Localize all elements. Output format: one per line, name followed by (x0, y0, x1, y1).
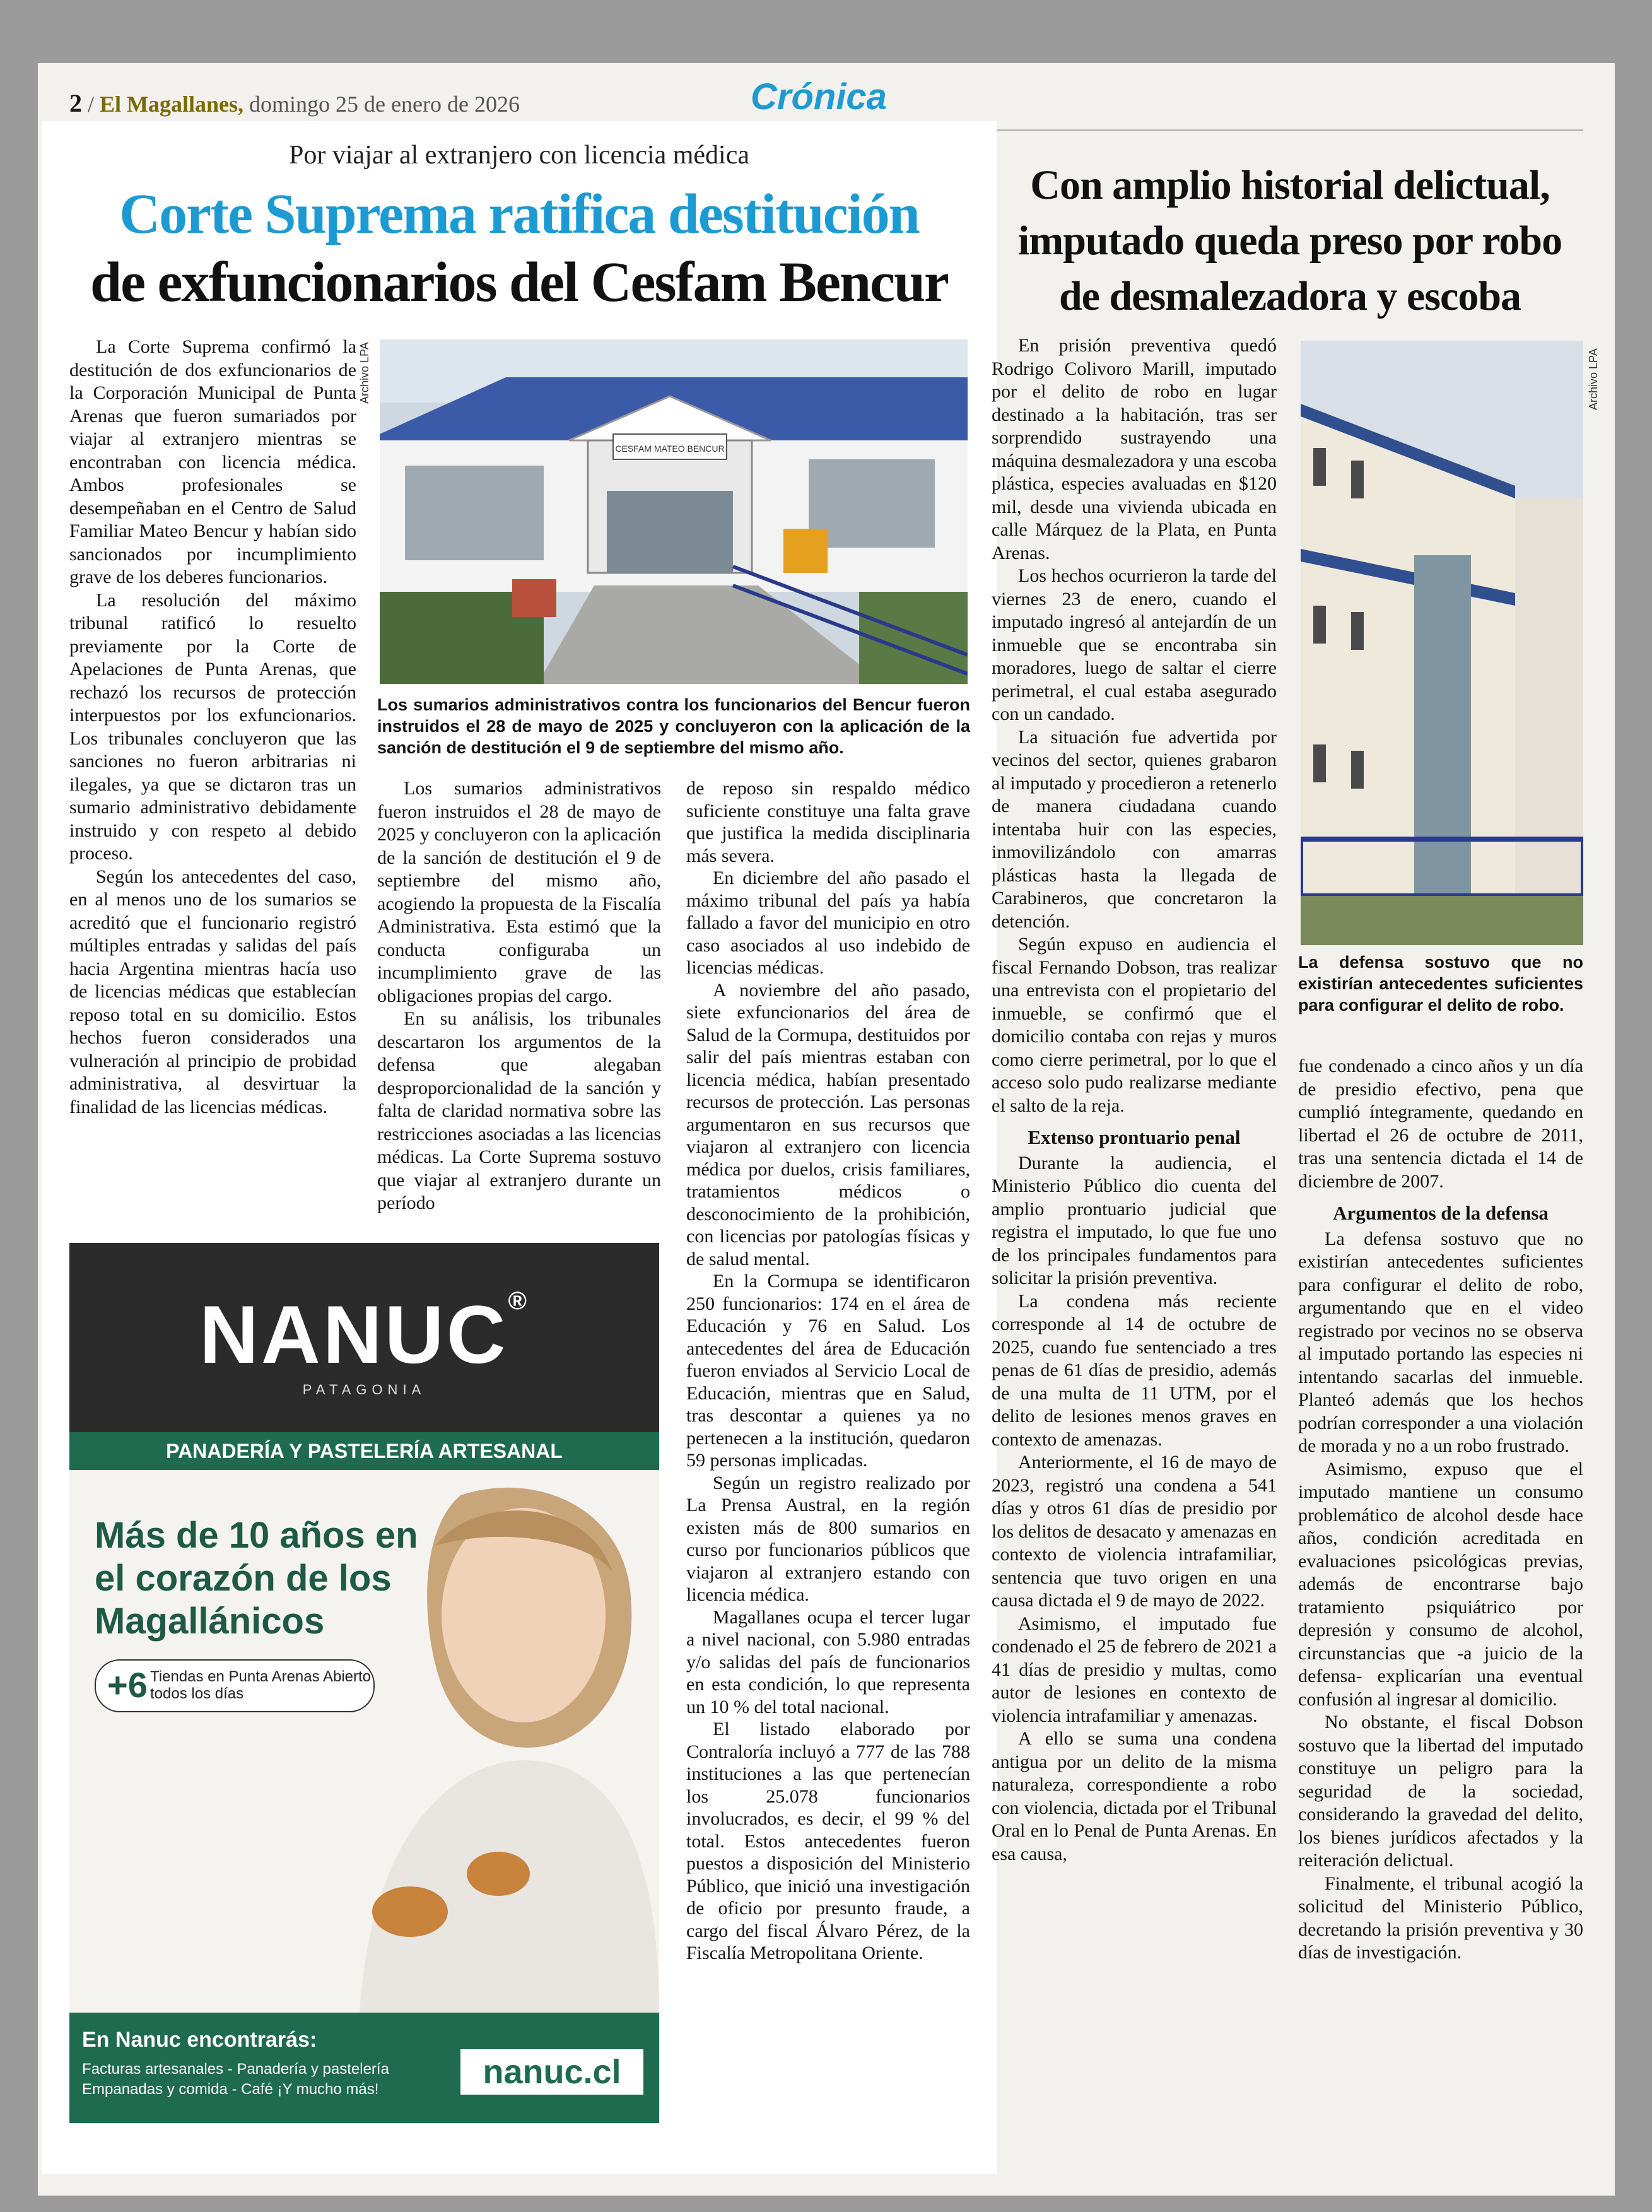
ad-stores-pill (95, 1659, 375, 1712)
paragraph: Según un registro realizado por La Prensa Austral, en la región existen más de 800 sumarios en curso por funcionarios públicos que viajaron al extranjero estando con licencia médica. (686, 1472, 970, 1605)
article1-column3 (686, 777, 970, 1965)
page-header (69, 88, 520, 118)
article1-column1 (69, 336, 356, 1119)
header-separator: / (88, 91, 95, 117)
paragraph: En la Cormupa se identificaron 250 funcionarios: 174 en el área de Educación y 76 en Salud. Los antecedentes del área de Educación fueron enviados al Servicio Local de Educación, mientras que en Salud, tras descontar a quienes ya no pertenecen a la institución, quedaron 59 personas implicadas. (686, 1271, 970, 1471)
ad-brand-logo (69, 1287, 659, 1382)
paragraph: A ello se suma una condena antigua por un delito de la misma naturaleza, correspondiente a robo con violencia, dictada por el Tribunal Oral en lo Penal de Punta Arenas. En esa causa, (992, 1728, 1277, 1864)
article2-photo-caption: La defensa sostuvo que no existirían antecedentes suficientes para configurar el delito de robo. (1298, 953, 1583, 1015)
paragraph: La resolución del máximo tribunal ratificó lo resuelto previamente por la Corte de Apelaciones de Punta Arenas, que rechazó los recursos de protección interpuestos por los exfuncionarios. Los tribunales concluyeron que las sanciones no fueron arbitrarias ni ilegales, ya que se dictaron tras un sumario administrativo debidamente instruido y con respeto al debido proceso. (69, 589, 356, 864)
cesfam-building-photo (380, 339, 968, 684)
paragraph: Durante la audiencia, el Ministerio Público dio cuenta del amplio prontuario judicial que registra el imputado, lo que fue uno de los principales fundamentos para solicitar la prisión preventiva. (992, 1152, 1277, 1288)
paragraph: En prisión preventiva quedó Rodrigo Colivoro Marill, imputado por el delito de robo en lugar destinado a la habitación, tras ser sorprendido sustrayendo una máquina desmalezadora y una escoba plástica, especies avaluadas en $120 mil, desde una vivienda ubicada en calle Márquez de la Plata, en Punta Arenas. (992, 335, 1277, 563)
article2-subhead-defensa: Argumentos de la defensa (1333, 1202, 1549, 1224)
ad-brand-subtitle: PATAGONIA (302, 1382, 426, 1397)
cesfam-building-illustration (380, 339, 968, 684)
paragraph: Magallanes ocupa el tercer lugar a nivel nacional, con 5.980 entradas y/o salidas del país de funcionarios en esta condición, lo que representa un 10 % del total nacional. (686, 1606, 970, 1717)
ad-category-band: PANADERÍA Y PASTELERÍA ARTESANAL (69, 1432, 659, 1470)
article2-headline: Con amplio historial delictual, imputado queda preso por robo de desmalezadora y escoba (1017, 162, 1562, 319)
ad-bottom-line1: Facturas artesanales - Panadería y pastelería (82, 2061, 389, 2078)
paragraph: La Corte Suprema confirmó la destitución de dos exfuncionarios de la Corporación Municipal de Punta Arenas que fueron sumariados por viajar al extranjero mientras se encontraban con licencia médica. Ambos profesionales se desempeñaban en el Centro de Salud Familiar Mateo Bencur y habían sido sancionados por incumplimiento grave de los deberes funcionarios. (69, 336, 356, 587)
article2-subhead-prontuario: Extenso prontuario penal (1028, 1126, 1241, 1148)
ad-registered-mark: ® (508, 1287, 529, 1315)
article2-column2 (1298, 1055, 1583, 1965)
building-exterior-illustration (1301, 341, 1583, 945)
building-exterior-photo (1301, 341, 1583, 945)
ad-url-link[interactable]: nanuc.cl (460, 2049, 643, 2095)
paragraph: El listado elaborado por Contraloría incluyó a 777 de las 788 instituciones a las que pertenecían los 25.078 funcionarios involucrados, es decir, el 99 % del total. Estos antecedentes fueron puestos a disposición del Ministerio Público, que inició una investigación de oficio por presunto fraude, a cargo del fiscal Álvaro Pérez, de la Fiscalía Metropolitana Oriente. (686, 1719, 970, 1963)
paragraph: La situación fue advertida por vecinos del sector, quienes grabaron al imputado y procedieron a retenerlo de manera ciudadana cuando intentaba huir con las especies, inmovilizándolo con amarras plásticas hasta la llegada de Carabineros, que concretaron la detención. (992, 726, 1277, 932)
paragraph: A noviembre del año pasado, siete exfuncionarios del área de Salud de la Cormupa, destituidos por salir del país mientras estaban con licencia médica, habían presentado recursos de protección. Las personas argumentaron en sus recursos que viajaron al extranjero con licencia médica por duelos, crisis familiares, tratamientos médicos o desconocimiento de la prohibición, con licencias por patologías físicas y de salud mental. (686, 979, 970, 1269)
paragraph: No obstante, el fiscal Dobson sostuvo que la libertad del imputado constituye un peligro para la seguridad de la sociedad, considerando la gravedad del delito, los bienes jurídicos afectados y la reiteración delictual. (1298, 1712, 1583, 1871)
ad-brand-name: NANUC (199, 1288, 508, 1380)
page-number: 2 (69, 89, 82, 117)
paragraph: Los sumarios administrativos fueron instruidos el 28 de mayo de 2025 y concluyeron con la aplicación de la sanción de destitución el 9 de septiembre del mismo año, acogiendo la propuesta de la Fiscalía Administrativa. Esta estimó que la conducta configuraba un incumplimiento grave de las obligaciones propias del cargo. (377, 778, 661, 1006)
paragraph: de reposo sin respaldo médico suficiente constituye una falta grave que justifica la medida disciplinaria más severa. (686, 778, 970, 866)
paragraph: Asimismo, expuso que el imputado mantiene un consumo problemático de alcohol desde hace años, condición acreditada en evaluaciones psicológicas previas, además de encontrarse bajo tratamiento psiquiátrico por depresión y consumo de alcohol, circunstancias que -a juicio de la defensa- explicarían una eventual confusión al ingresar al domicilio. (1298, 1458, 1583, 1710)
publication-name: El Magallanes, (100, 91, 244, 117)
paragraph: Los hechos ocurrieron la tarde del viernes 23 de enero, cuando el imputado ingresó al antejardín de un inmueble que se encontraba sin moradores, luego de saltar el cierre perimetral, el cual estaba asegurado con un candado. (992, 565, 1277, 724)
ad-headline: Más de 10 años en el corazón de los Magallánicos (95, 1515, 418, 1642)
article1-kicker: Por viajar al extranjero con licencia médica (289, 141, 749, 170)
photo-credit: Archivo LPA (1587, 348, 1600, 410)
paragraph: La defensa sostuvo que no existirían antecedentes suficientes para configurar el delito de robo, argumentando que en el video registrado por vecinos no se observa al imputado portando las especies ni intentando sacarlas del inmueble. Planteó además que los hechos podrían corresponder a una violación de morada y no a un robo frustrado. (1298, 1228, 1583, 1456)
paragraph: Según expuso en audiencia el fiscal Fernando Dobson, tras realizar una entrevista con el propietario del inmueble, se confirmó que el domicilio contaba con rejas y muros como cierre perimetral, por lo que el acceso solo pudo realizarse mediante el salto de la reja. (992, 934, 1277, 1116)
paragraph: La condena más reciente corresponde al 14 de octubre de 2025, cuando fue sentenciado a tres penas de 61 días de presidio, además de una multa de 11 UTM, por el delito de lesiones menos graves en contexto de amenazas. (992, 1290, 1277, 1450)
paragraph: En su análisis, los tribunales descartaron los argumentos de la defensa que alegaban desproporcionalidad de la sanción y falta de claridad normativa sobre las restricciones asociadas a las licencias médicas. La Corte Suprema sostuvo que viajar al extranjero durante un período (377, 1008, 661, 1213)
paragraph: fue condenado a cinco años y un día de presidio efectivo, pena que cumplió íntegramente, quedando en libertad el 26 de octubre de 2011, tras una sentencia dictada el 14 de diciembre de 2007. (1298, 1056, 1583, 1192)
article1-column2 (377, 777, 661, 1215)
paragraph: Asimismo, el imputado fue condenado el 25 de febrero de 2021 a 41 días de presidio y multas, como autor de lesiones en contexto de violencia intrafamiliar y amenazas. (992, 1613, 1277, 1726)
ad-bottom-line2: Empanadas y comida - Café ¡Y mucho más! (82, 2081, 379, 2098)
ad-bottom-band (69, 2013, 659, 2123)
ad-stores-text: Tiendas en Punta Arenas Abierto todos los días (150, 1668, 372, 1702)
paragraph: Anteriormente, el 16 de mayo de 2023, registró una condena a 541 días y otros 61 días de presidio por los delitos de desacato y amenazas en contexto de violencia intrafamiliar, sentencia que tuvo origen en una causa dictada el 9 de mayo de 2022. (992, 1452, 1277, 1611)
article1-photo-caption: Los sumarios administrativos contra los funcionarios del Bencur fueron instruidos el 28 de mayo de 2025 y concluyeron con la aplicación de la sanción de destitución el 9 de septiembre del mismo año. (377, 695, 970, 757)
article1-headline-line2: de exfuncionarios del Cesfam Bencur (90, 251, 948, 314)
nanuc-advertisement[interactable] (69, 1243, 659, 2123)
article1-headline-line1: Corte Suprema ratifica destitución (119, 183, 919, 245)
ad-bottom-lines (82, 2059, 460, 2100)
paragraph: En diciembre del año pasado el máximo tribunal del país ya había fallado a favor del municipio en otro caso asociados al uso indebido de licencias médicas. (686, 868, 970, 978)
publication-date: domingo 25 de enero de 2026 (249, 91, 520, 117)
photo-credit: Archivo LPA (358, 342, 371, 404)
ad-bottom-title: En Nanuc encontrarás: (82, 2028, 317, 2052)
section-title: Crónica (751, 76, 887, 117)
article2-column1 (992, 334, 1277, 1866)
building-sign: CESFAM MATEO BENCUR (615, 444, 725, 454)
paragraph: Según los antecedentes del caso, en al menos uno de los sumarios se acreditó que el funcionario registró múltiples entradas y salidas del país hacia Argentina mientras hacía uso de licencias médicas que establecían reposo total en su domicilio. Estos hechos fueron considerados una vulneración al principio de probidad administrativa, al desvirtuar la finalidad de las licencias médicas. (69, 866, 356, 1117)
paragraph: Finalmente, el tribunal acogió la solicitud del Ministerio Público, decretando la prisión preventiva y 30 días de investigación. (1298, 1873, 1583, 1963)
ad-stores-count: +6 (107, 1665, 148, 1705)
